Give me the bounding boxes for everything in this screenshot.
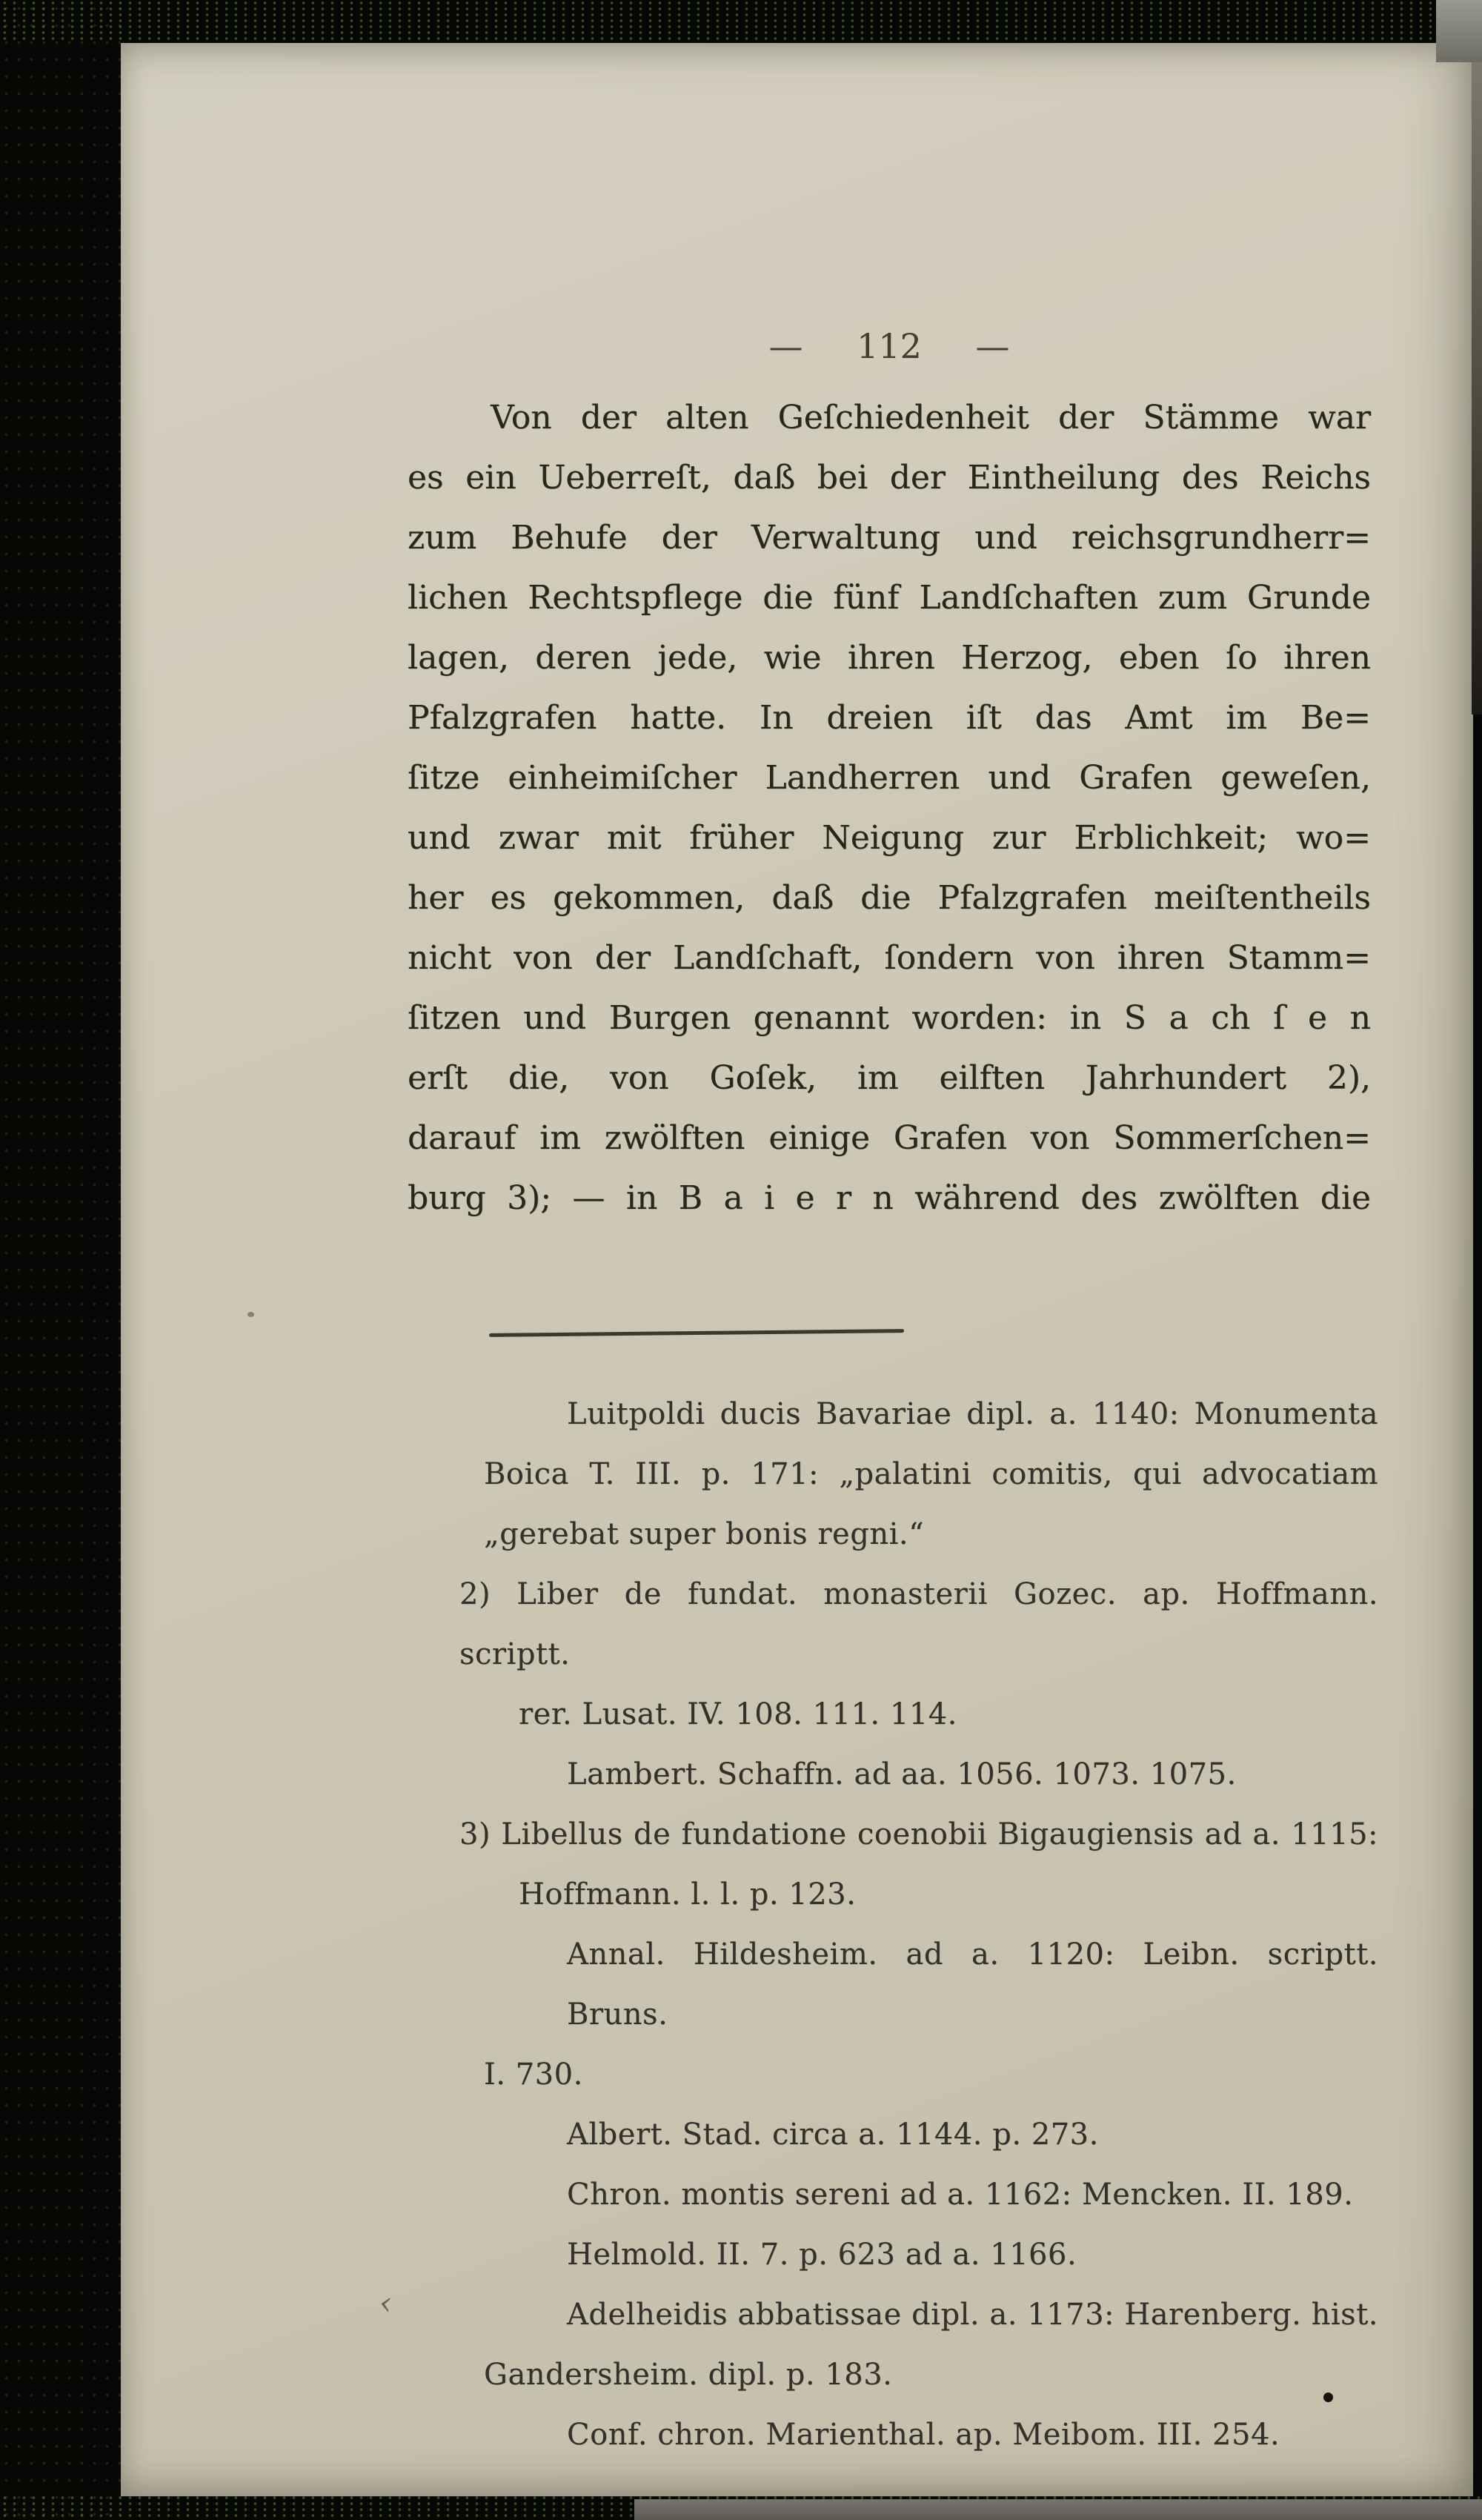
body-text-block <box>408 388 1371 1228</box>
book-page <box>121 43 1473 2496</box>
body-text-line: lichen Rechtspflege die fünf Landſchaften zum Grunde <box>408 579 1371 617</box>
body-text-line: darauf im zwölften einige Grafen von Sommerſchen= <box>408 1119 1371 1157</box>
body-text-line: es ein Ueberreſt, daß bei der Eintheilung des Reichs <box>408 459 1371 497</box>
body-text-line: ſitzen und Burgen genannt worden: in S a ch ſ e n <box>408 999 1371 1037</box>
footnotes-block <box>459 1385 1378 2465</box>
footnote-line: Lambert. Schaffn. ad aa. 1056. 1073. 1075. <box>567 1757 1237 1791</box>
footnote-line: Conf. chron. Marienthal. ap. Meibom. III. 254. <box>567 2418 1280 2452</box>
film-grain-left <box>0 0 121 2520</box>
body-text-line: Pfalzgrafen hatte. In dreien iſt das Amt im Be= <box>408 699 1371 737</box>
handwritten-margin-mark: ‹ <box>376 2284 396 2323</box>
footnote-line: Adelheidis abbatissae dipl. a. 1173: Harenberg. hist. <box>567 2298 1378 2332</box>
body-text-line: und zwar mit früher Neigung zur Erblichkeit; wo= <box>408 819 1371 857</box>
footnote-line: Helmold. II. 7. p. 623 ad a. 1166. <box>567 2238 1077 2272</box>
footnote-line: Albert. Stad. circa a. 1144. p. 273. <box>567 2118 1099 2152</box>
body-text-line: lagen, deren jede, wie ihren Herzog, eben ſo ihren <box>408 639 1371 677</box>
footnote-line: „gerebat super bonis regni.“ <box>484 1517 925 1551</box>
footnote-line: Luitpoldi ducis Bavariae dipl. a. 1140: Monumenta <box>567 1397 1378 1431</box>
ink-speck <box>247 1312 254 1317</box>
footnote-line: 2) Liber de fundat. monasterii Gozec. ap. Hoffmann. scriptt. <box>459 1577 1378 1671</box>
body-text-line: Von der alten Geſchiedenheit der Stämme war <box>491 399 1371 437</box>
footnote-separator-rule <box>489 1329 904 1337</box>
page-number: — 112 — <box>768 326 1010 366</box>
footnote-line: I. 730. <box>484 2058 583 2092</box>
body-text-line: zum Behufe der Verwaltung und reichsgrundherr= <box>408 519 1371 557</box>
body-text-line: her es gekommen, daß die Pfalzgrafen meiſtentheils <box>408 879 1371 917</box>
body-text-line: erſt die, von Goſek, im eilften Jahrhundert 2), <box>408 1059 1371 1097</box>
adjacent-page-corner <box>1436 0 1482 62</box>
footnote-line: Hoffmann. l. l. p. 123. <box>519 1877 857 1911</box>
body-text-line: burg 3); — in B a i e r n während des zwölften die <box>408 1179 1371 1217</box>
footnote-line: Gandersheim. dipl. p. 183. <box>484 2358 893 2392</box>
film-grain-top <box>0 0 1482 42</box>
footnote-line: Chron. montis sereni ad a. 1162: Mencken. II. 189. <box>567 2178 1354 2212</box>
page-edges-bottom <box>634 2499 1482 2520</box>
footnote-line: Boica T. III. p. 171: „palatini comitis, qui advocatiam <box>484 1457 1378 1491</box>
footnote-line: rer. Lusat. IV. 108. 111. 114. <box>519 1697 957 1731</box>
body-text-line: ſitze einheimiſcher Landherren und Grafen geweſen, <box>408 759 1371 797</box>
footnote-line: 3) Libellus de fundatione coenobii Bigaugiensis ad a. 1115: <box>459 1817 1378 1851</box>
body-text-line: nicht von der Landſchaft, ſondern von ihren Stamm= <box>408 939 1371 977</box>
footnote-line: Annal. Hildesheim. ad a. 1120: Leibn. scriptt. Bruns. <box>567 1937 1378 2032</box>
page-edges-right <box>1472 62 1482 714</box>
ink-spot <box>1323 2393 1333 2402</box>
